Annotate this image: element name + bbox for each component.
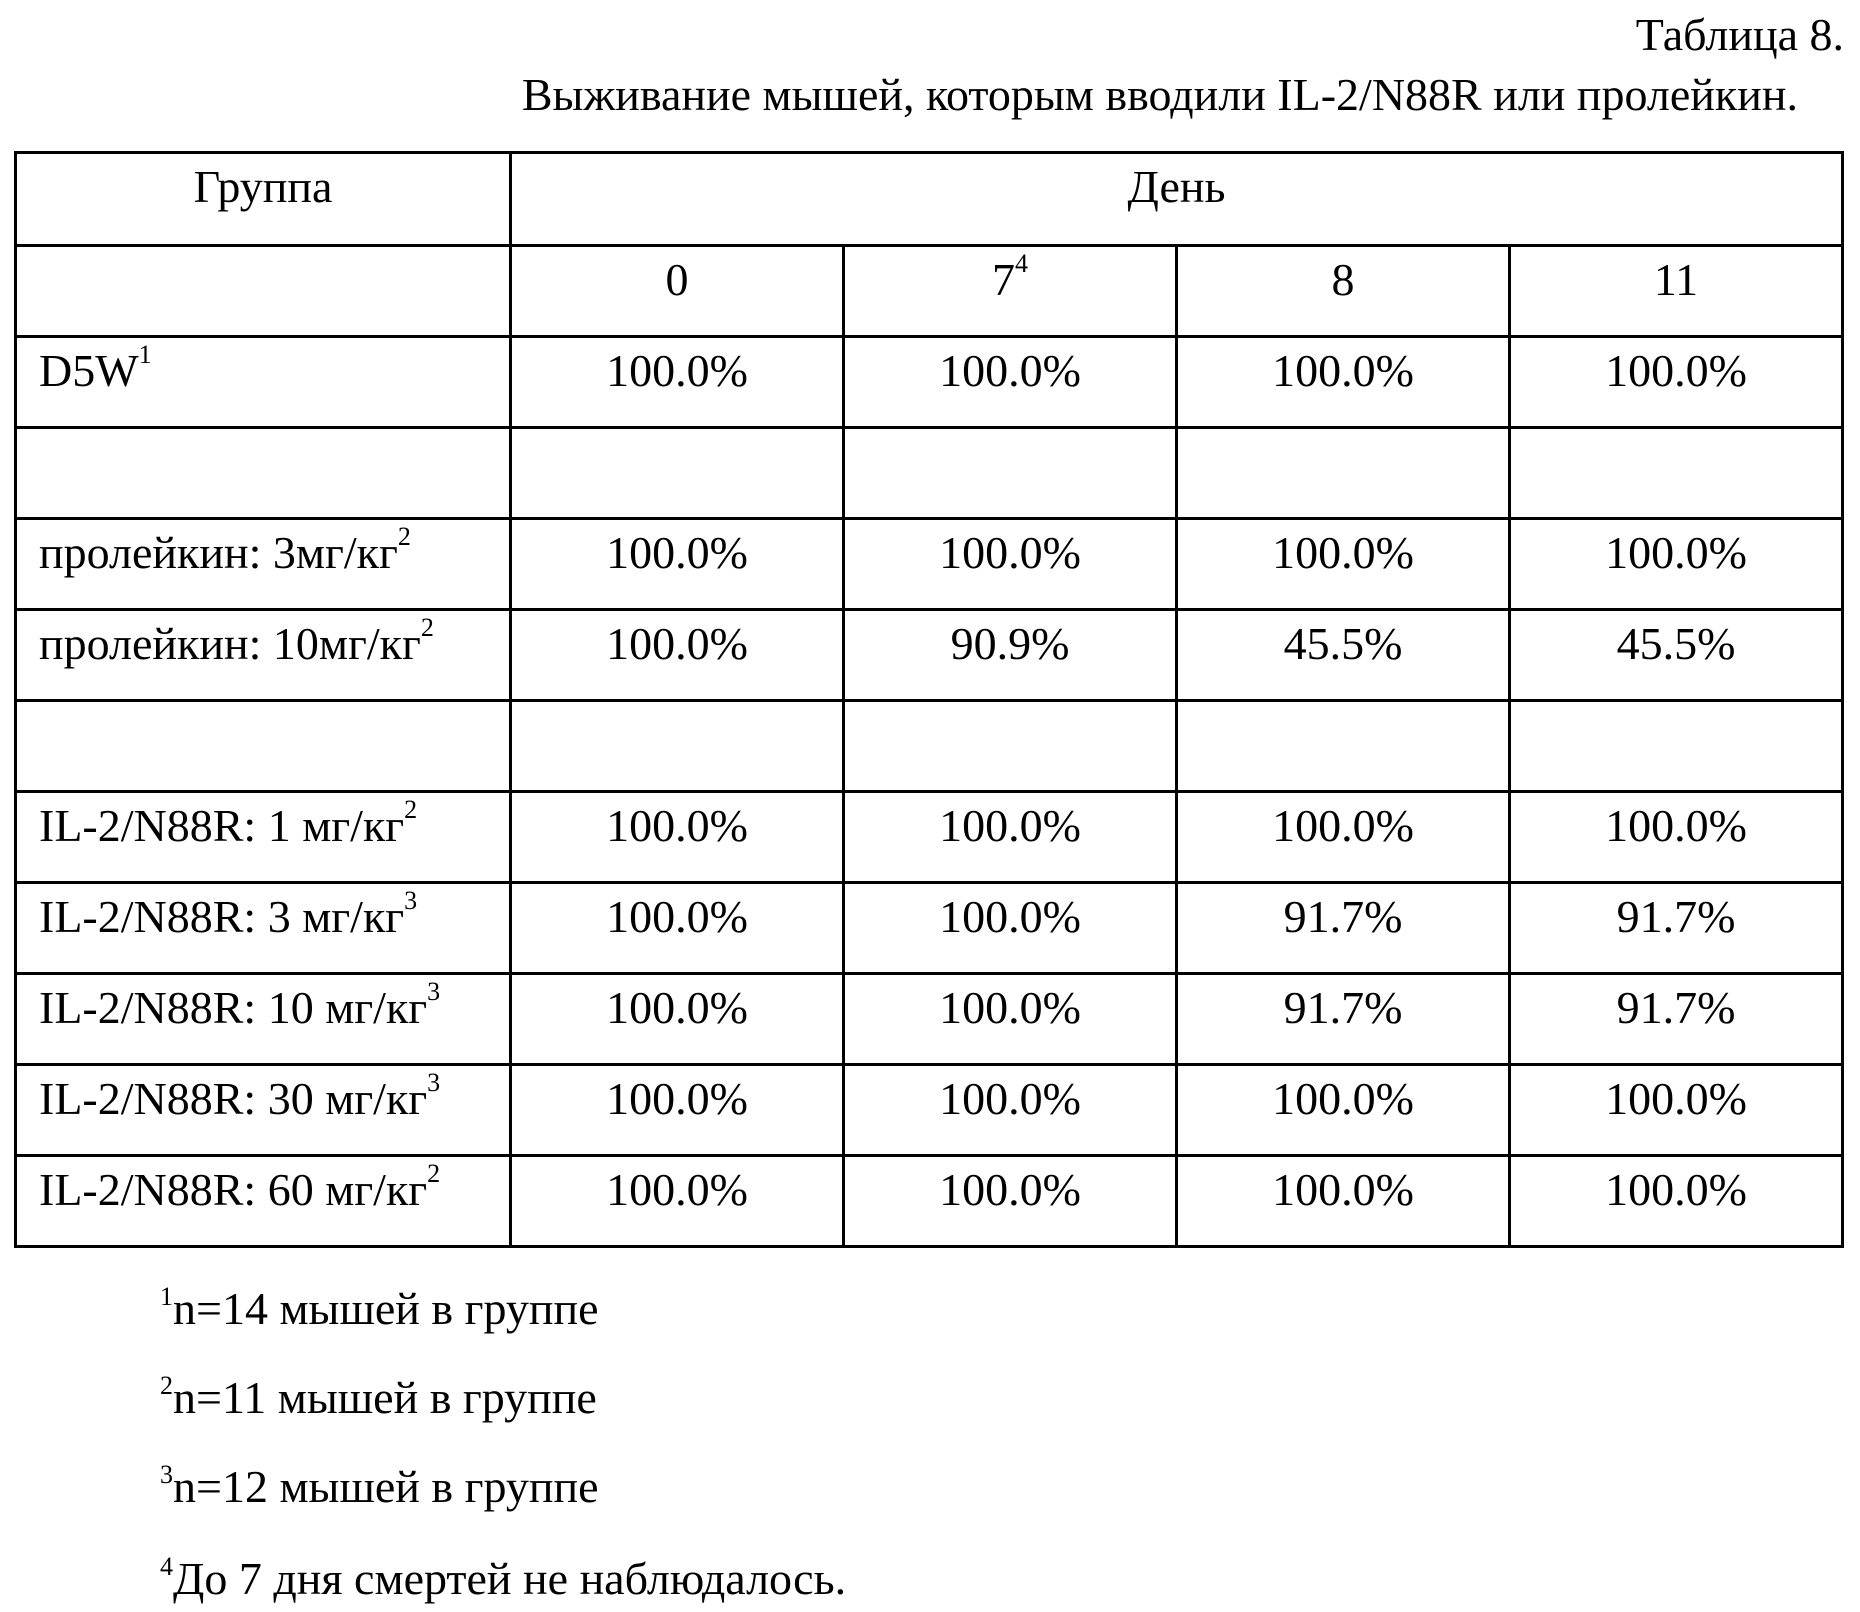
value-cell: 91.7% bbox=[1510, 883, 1843, 974]
group-cell bbox=[16, 610, 511, 701]
value-cell: 100.0% bbox=[511, 337, 844, 428]
value-cell: 100.0% bbox=[511, 519, 844, 610]
value-cell bbox=[511, 701, 844, 792]
day-label: 0 bbox=[666, 254, 689, 305]
value-cell: 100.0% bbox=[1177, 1065, 1510, 1156]
value-cell: 100.0% bbox=[1177, 337, 1510, 428]
value-cell: 100.0% bbox=[511, 1065, 844, 1156]
table-row bbox=[16, 792, 1843, 883]
footnote-text: n=14 мышей в группе bbox=[173, 1283, 599, 1334]
footnote-mark: 4 bbox=[160, 1552, 173, 1581]
day-cell bbox=[511, 246, 844, 337]
group-header: Группа bbox=[16, 153, 511, 246]
value-cell: 100.0% bbox=[511, 792, 844, 883]
group-cell bbox=[16, 792, 511, 883]
table-row bbox=[16, 701, 1843, 792]
table-number: Таблица 8. bbox=[1636, 8, 1844, 61]
group-cell bbox=[16, 1065, 511, 1156]
value-cell: 90.9% bbox=[844, 610, 1177, 701]
value-cell: 100.0% bbox=[1510, 792, 1843, 883]
day-label: 11 bbox=[1654, 254, 1698, 305]
value-cell: 100.0% bbox=[511, 883, 844, 974]
day-cell bbox=[1177, 246, 1510, 337]
group-cell bbox=[16, 1156, 511, 1247]
value-cell bbox=[1510, 428, 1843, 519]
day-label: 7 bbox=[992, 254, 1015, 305]
value-cell: 100.0% bbox=[844, 1065, 1177, 1156]
footnote-mark: 2 bbox=[427, 1159, 440, 1188]
group-cell bbox=[16, 701, 511, 792]
empty-cell bbox=[16, 246, 511, 337]
group-label: пролейкин: 3мг/кг bbox=[39, 527, 398, 578]
footnote bbox=[160, 1282, 599, 1335]
group-label: IL-2/N88R: 3 мг/кг bbox=[39, 891, 404, 942]
group-cell bbox=[16, 519, 511, 610]
group-cell bbox=[16, 974, 511, 1065]
footnote-text: n=12 мышей в группе bbox=[173, 1461, 599, 1512]
value-cell: 100.0% bbox=[1510, 1156, 1843, 1247]
footnote-mark: 3 bbox=[404, 886, 417, 915]
footnote-text: До 7 дня смертей не наблюдалось. bbox=[173, 1553, 846, 1604]
footnote-mark: 2 bbox=[421, 613, 434, 642]
value-cell: 100.0% bbox=[844, 1156, 1177, 1247]
value-cell: 100.0% bbox=[1510, 337, 1843, 428]
table-row bbox=[16, 1065, 1843, 1156]
value-cell: 100.0% bbox=[1177, 1156, 1510, 1247]
group-label: IL-2/N88R: 1 мг/кг bbox=[39, 800, 404, 851]
footnote bbox=[160, 1460, 599, 1513]
value-cell: 100.0% bbox=[844, 519, 1177, 610]
value-cell bbox=[1510, 701, 1843, 792]
value-cell: 91.7% bbox=[1177, 883, 1510, 974]
footnote bbox=[160, 1371, 597, 1424]
group-label: IL-2/N88R: 60 мг/кг bbox=[39, 1164, 427, 1215]
day-header: День bbox=[511, 153, 1843, 246]
value-cell: 100.0% bbox=[844, 337, 1177, 428]
value-cell: 100.0% bbox=[1510, 1065, 1843, 1156]
value-cell: 100.0% bbox=[844, 792, 1177, 883]
value-cell: 45.5% bbox=[1510, 610, 1843, 701]
table-row bbox=[16, 1156, 1843, 1247]
footnote-text: n=11 мышей в группе bbox=[173, 1372, 597, 1423]
footnote-mark: 3 bbox=[427, 1068, 440, 1097]
footnote-mark: 2 bbox=[160, 1371, 173, 1400]
footnote bbox=[160, 1552, 846, 1605]
table-row bbox=[16, 974, 1843, 1065]
value-cell: 91.7% bbox=[1510, 974, 1843, 1065]
day-row bbox=[16, 246, 1843, 337]
table-row bbox=[16, 883, 1843, 974]
survival-table bbox=[14, 151, 1844, 1248]
value-cell: 100.0% bbox=[1177, 792, 1510, 883]
group-label: IL-2/N88R: 30 мг/кг bbox=[39, 1073, 427, 1124]
footnote-mark: 3 bbox=[427, 977, 440, 1006]
day-label: 8 bbox=[1332, 254, 1355, 305]
footnote-mark: 1 bbox=[160, 1282, 173, 1311]
value-cell: 100.0% bbox=[511, 610, 844, 701]
group-cell bbox=[16, 428, 511, 519]
value-cell: 100.0% bbox=[1177, 519, 1510, 610]
day-cell bbox=[1510, 246, 1843, 337]
header-row bbox=[16, 153, 1843, 246]
value-cell: 100.0% bbox=[1510, 519, 1843, 610]
value-cell bbox=[844, 428, 1177, 519]
group-cell bbox=[16, 337, 511, 428]
value-cell: 45.5% bbox=[1177, 610, 1510, 701]
table-row bbox=[16, 610, 1843, 701]
value-cell: 100.0% bbox=[511, 1156, 844, 1247]
value-cell bbox=[1177, 701, 1510, 792]
footnote-mark: 2 bbox=[404, 795, 417, 824]
group-cell bbox=[16, 883, 511, 974]
table-row bbox=[16, 428, 1843, 519]
value-cell bbox=[844, 701, 1177, 792]
value-cell: 100.0% bbox=[511, 974, 844, 1065]
value-cell: 91.7% bbox=[1177, 974, 1510, 1065]
value-cell: 100.0% bbox=[844, 883, 1177, 974]
value-cell bbox=[511, 428, 844, 519]
table-row bbox=[16, 337, 1843, 428]
value-cell: 100.0% bbox=[844, 974, 1177, 1065]
value-cell bbox=[1177, 428, 1510, 519]
group-label: D5W bbox=[39, 345, 139, 396]
table-title: Выживание мышей, которым вводили IL-2/N88R или пролейкин. bbox=[522, 68, 1798, 121]
day-cell bbox=[844, 246, 1177, 337]
footnote-mark: 3 bbox=[160, 1460, 173, 1489]
footnote-mark: 1 bbox=[139, 340, 152, 369]
footnote-mark: 2 bbox=[398, 522, 411, 551]
group-label: пролейкин: 10мг/кг bbox=[39, 618, 421, 669]
group-label: IL-2/N88R: 10 мг/кг bbox=[39, 982, 427, 1033]
footnote-mark: 4 bbox=[1015, 249, 1028, 278]
table-row bbox=[16, 519, 1843, 610]
